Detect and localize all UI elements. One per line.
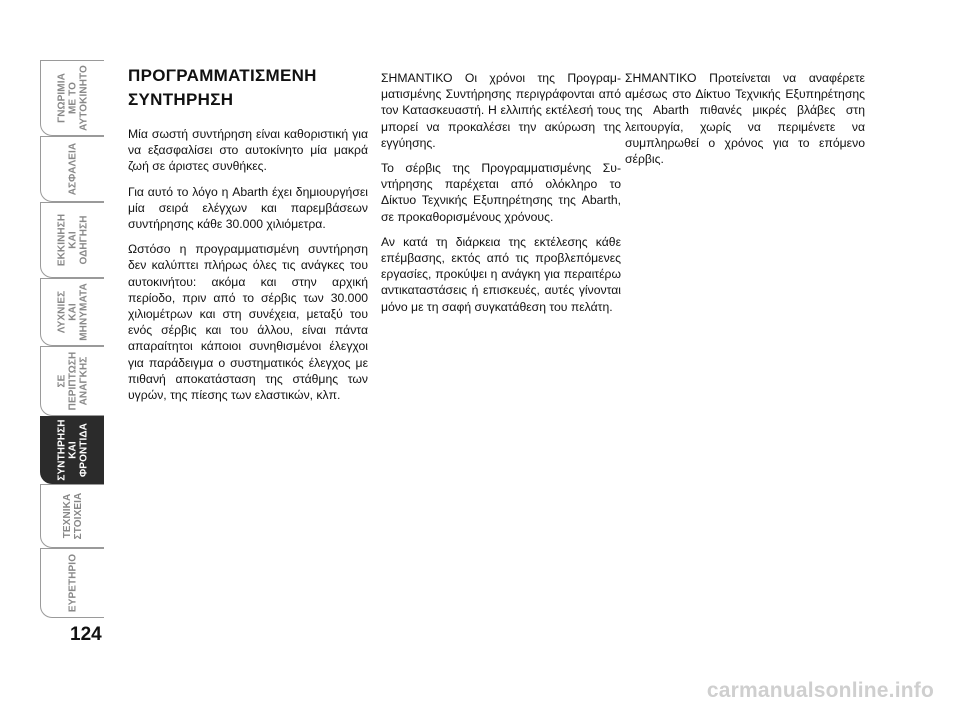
chapter-tab-label: ΤΕΧΝΙΚΑ ΣΤΟΙΧΕΙΑ <box>61 492 84 540</box>
chapter-tab-label: ΕΚΚΙΝΗΣΗ ΚΑΙ ΟΔΗΓΗΣΗ <box>56 213 89 267</box>
chapter-tab-label: ΕΥΡΕΤΗΡΙΟ <box>67 553 78 613</box>
paragraph: Αν κατά τη διάρκεια της εκτέλεσης κάθε επέμβασης, εκτός από τις προβλεπόμενες εργασίες, προκύψει η ανάγκη για περαιτέρω αντικαταστάσεις ή επισκευές, αυτές γίνονται μόνο με τη σαφή συγκατάθεση του πελάτη. <box>381 234 621 314</box>
chapter-tab-getting-to-know[interactable] <box>40 60 104 136</box>
chapter-tab-emergency[interactable] <box>40 346 104 416</box>
text-column-2 <box>381 70 621 324</box>
chapter-tab-label: ΣΕ ΠΕΡΙΠΤΩΣΗ ΑΝΑΓΚΗΣ <box>56 351 89 411</box>
chapter-tab-index[interactable] <box>40 548 104 618</box>
chapter-tab-label: ΛΥΧΝΙΕΣ ΚΑΙ ΜΗΝΥΜΑΤΑ <box>56 283 89 341</box>
chapter-tab-technical-data[interactable] <box>40 484 104 548</box>
chapter-tab-lights-messages[interactable] <box>40 278 104 346</box>
paragraph: Το σέρβις της Προγραμματισμένης Συντήρησης παρέχεται από ολόκληρο το Δίκτυο Τεχνικής Εξυπηρέτησης της Abarth, σε προκαθορισμένους χρόνους. <box>381 161 621 224</box>
text-column-3 <box>625 70 865 176</box>
text-column-1 <box>128 64 368 412</box>
paragraph: Για αυτό το λόγο η Abarth έχει δημιουργήσει μία σειρά ελέγχων και παρεμβάσεων συντήρησης κάθε 30.000 χιλιόμετρα. <box>128 184 368 232</box>
paragraph: Ωστόσο η προγραμματισμένη συντήρηση δεν καλύπτει πλήρως όλες τις ανάγκες του αυτοκινήτου: ακόμα και στην αρχική περίοδο, πριν από το σέρβις των 30.000 χιλιομέτρων και στη συνέχεια, μεταξύ του ενός σέρβις και του άλλου, είναι πάντα απαραίτητοι κάποιοι συνηθισμένοι έλεγχοι για παράδειγμα ο συστηματικός έλεγχος με πιθανή αποκατάσταση της στάθμης των υγρών, της πίεσης των ελαστικών, κλπ. <box>128 242 368 403</box>
paragraph: Μία σωστή συντήρηση είναι καθοριστική για να εξασφαλίσει στο αυτοκίνητο μία μακρά ζωή σε άριστες συνθήκες. <box>128 127 368 174</box>
page-number: 124 <box>70 624 102 645</box>
chapter-tab-maintenance-care[interactable] <box>40 416 104 484</box>
chapter-tab-label: ΣΥΝΤΗΡΗΣΗ ΚΑΙ ΦΡΟΝΤΙΔΑ <box>56 419 89 481</box>
chapter-tab-label: ΓΝΩΡΙΜΙΑ ΜΕ ΤΟ ΑΥΤΟΚΙΝΗΤΟ <box>56 65 89 131</box>
watermark: carmanualsonline.info <box>706 679 934 702</box>
chapter-tab-starting-driving[interactable] <box>40 202 104 278</box>
chapter-tab-safety[interactable] <box>40 136 104 202</box>
chapter-tab-label: ΑΣΦΑΛΕΙΑ <box>67 142 78 196</box>
important-note: ΣΗΜΑΝΤΙΚΟ Προτείνεται να αναφέρετε αμέσως στο Δίκτυο Τεχνικής Εξυπηρέτησης της Abarth πιθανές μικρές βλάβες στη λειτουργία, χωρίς να περιμένετε να συμπληρωθεί ο χρόνος για το επόμενο σέρβις. <box>625 71 865 167</box>
section-title: ΠΡΟΓΡΑΜΜΑΤΙΣΜΕΝΗ ΣΥΝΤΗΡΗΣΗ <box>128 66 317 109</box>
chapter-tab-strip <box>40 60 106 620</box>
important-note: ΣΗΜΑΝΤΙΚΟ Οι χρόνοι της Προγραμματισμένης Συντήρησης περιγράφονται από τον Κατασκευαστή. Η ελλιπής εκτέλεσή τους μπορεί να προκαλέσει την ακύρωση της εγγύησης. <box>381 71 621 150</box>
